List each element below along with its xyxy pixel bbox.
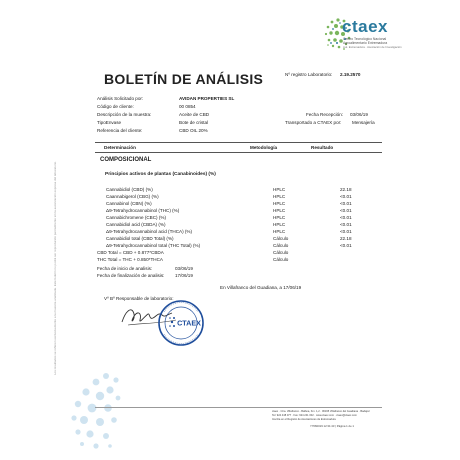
responsable-label: Vº Bº Responsable de laboratorio: xyxy=(104,296,174,301)
compound-result: <0.01 xyxy=(340,229,352,234)
info-label-solicitado: Análisis Solicitado por: xyxy=(97,96,144,101)
header-determinacion: Determinación xyxy=(104,145,136,150)
compound-result: 22.18 xyxy=(340,236,352,241)
info-label-descripcion: Descripción de la muestra: xyxy=(97,112,152,117)
footer-line-3: Inscrita en el Registro de Asociaciones de Extremadura xyxy=(272,418,336,421)
section-title: COMPOSICIONAL xyxy=(100,157,152,163)
transportado-label: Transportado a CTAEX por: xyxy=(285,120,342,125)
formula-thc-total: THC Total = THC + 0.850*THCA xyxy=(97,257,163,262)
compound-name: Δ9-Tetrahydrocannabinol acid (THCA) (%) xyxy=(106,229,193,234)
compound-name: Cannabidiol acid (CBDA) (%) xyxy=(106,222,166,227)
logo-tagline-3: Aut. Extremadura · Asociación de Investigación xyxy=(343,45,402,49)
place-date: En Villafranco del Guadiana, a 17/06/19 xyxy=(220,285,302,290)
table-header-top-rule xyxy=(95,142,382,143)
footer-rule xyxy=(95,407,382,408)
info-label-referencia: Referencia del cliente: xyxy=(97,128,143,133)
info-label-codigo: Código de cliente: xyxy=(97,104,134,109)
fecha-recepcion-value: 03/06/19 xyxy=(350,112,368,117)
compound-name: Cannabichromene (CBC) (%) xyxy=(106,215,166,220)
footer-line-1: ctaex · Ctra. Villafranco - Balboa, Km. 1,2 · 06195 Villafranco del Guadiana · Badajoz xyxy=(272,410,370,413)
compound-method: HPLC xyxy=(273,194,286,199)
info-value-descripcion: Aceite de CBD xyxy=(179,112,210,117)
compound-result: <0.01 xyxy=(340,194,352,199)
info-value-codigo: 00 0854 xyxy=(179,104,196,109)
footer-page: Y7682019 12:31:43 | Página 1 de 1 xyxy=(310,424,354,428)
compound-result: 22.18 xyxy=(340,187,352,192)
compound-result: <0.01 xyxy=(340,243,352,248)
compound-method: Cálculo xyxy=(273,243,289,248)
compound-method: HPLC xyxy=(273,222,286,227)
ctaex-stamp xyxy=(156,298,206,348)
registro-label: Nº registro Laboratorio: xyxy=(285,72,333,77)
transportado-value: Mensajería xyxy=(352,120,375,125)
fecha-inicio-label: Fecha de inicio de analisis: xyxy=(97,266,153,271)
logo-tagline-1: Centro Tecnológico Nacional xyxy=(343,37,387,41)
compound-method: Cálculo xyxy=(273,257,289,262)
compound-method: HPLC xyxy=(273,215,286,220)
info-label-envase: TipoEnvase xyxy=(97,120,122,125)
info-value-envase: Bote de cristal xyxy=(179,120,209,125)
compound-result: <0.01 xyxy=(340,208,352,213)
footer-line-2: Tel: 924 448 077 · Fax: 924 241 002 · www.ctaex.com · ctaex@ctaex.com xyxy=(272,414,357,417)
registro-value: 2.19.2570 xyxy=(340,72,361,77)
stamp-text: CTAEX xyxy=(177,318,201,328)
compound-method: Cálculo xyxy=(273,236,289,241)
compound-method: Cálculo xyxy=(273,250,289,255)
info-value-solicitado: AVIDAN PROPERTIES SL xyxy=(179,96,235,101)
fecha-inicio-value: 03/06/19 xyxy=(175,266,193,271)
compound-method: HPLC xyxy=(273,229,286,234)
compound-method: HPLC xyxy=(273,187,286,192)
compound-name: Δ9-Tetrahydrocannabinol total (THC Total) (%) xyxy=(106,243,201,248)
subsection-title: Principios activos de plantas (Canabinoides) (%) xyxy=(105,172,216,177)
compound-result: <0.01 xyxy=(340,215,352,220)
fecha-fin-label: Fecha de finalización de analisis: xyxy=(97,273,165,278)
formula-cbd-total: CBD Total = CBD + 0.877*CBDA xyxy=(97,250,164,255)
page-title: BOLETÍN DE ANÁLISIS xyxy=(104,71,264,87)
compound-method: HPLC xyxy=(273,201,286,206)
compound-name: Caannabigerol (CBG) (%) xyxy=(106,194,159,199)
info-value-referencia: CBD OIL 20% xyxy=(179,128,208,133)
logo-tagline-2: Agroalimentario Extremadura xyxy=(343,41,388,45)
compound-name: Δ9-Tetrahydrocannabinol (THC) (%) xyxy=(106,208,180,213)
fecha-recepcion-label: Fecha Recepción: xyxy=(306,112,344,117)
compound-name: Cannabidiol total (CBD Total) (%) xyxy=(106,236,174,241)
compound-name: Cannabidiol (CBD) (%) xyxy=(106,187,153,192)
header-resultado: Resultado xyxy=(311,145,334,150)
compound-result: <0.01 xyxy=(340,201,352,206)
compound-method: HPLC xyxy=(273,208,286,213)
header-metodologia: Metodología xyxy=(250,145,278,150)
side-legal-text: Los resultados se refieren exclusivamente a la muestra analizada. Este boletín no podrá ser reproducido parcialmente sin la autorización expresa del laboratorio. xyxy=(53,161,57,375)
table-header-bottom-rule xyxy=(95,152,382,153)
fecha-fin-value: 17/06/19 xyxy=(175,273,193,278)
logo-wordmark: ctaex xyxy=(342,17,388,36)
compound-result: <0.01 xyxy=(340,222,352,227)
dotted-decoration xyxy=(66,370,126,452)
compound-name: Cannabinol (CBN) (%) xyxy=(106,201,152,206)
